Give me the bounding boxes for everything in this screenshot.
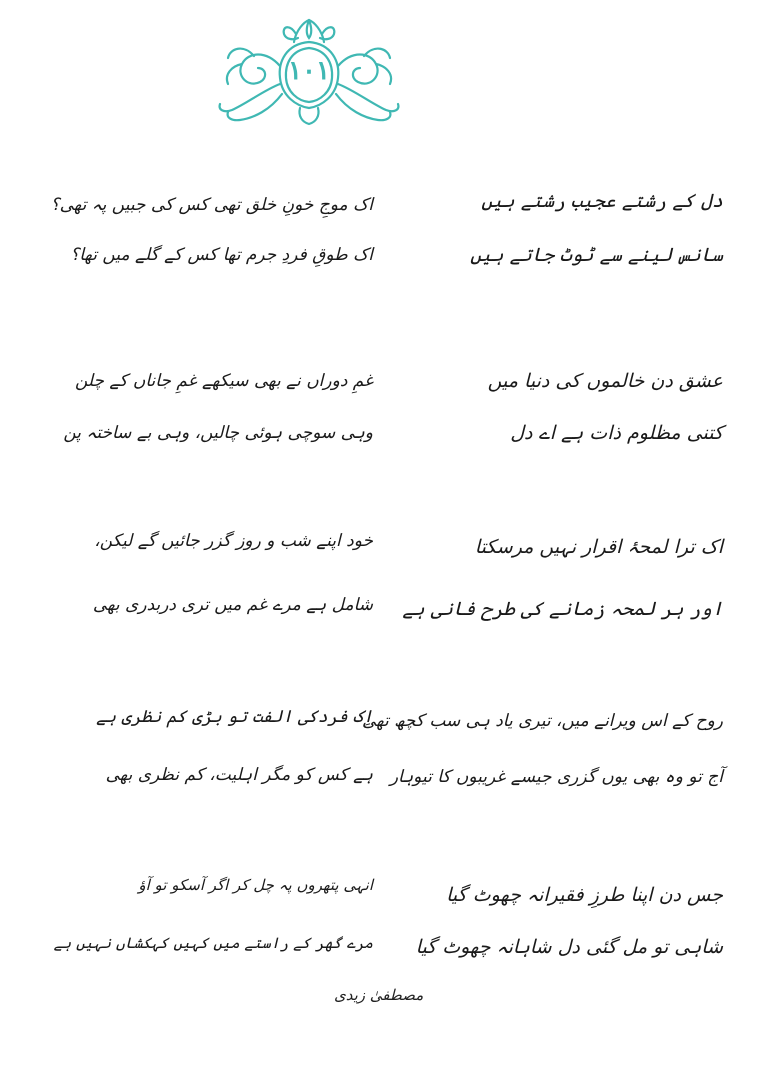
verse-line: خود اپنے شب و روز گزر جائیں گے لیکن،	[94, 531, 373, 551]
verse-line: عشق دن خالموں کی دنیا میں	[487, 370, 723, 392]
page-number-ornament	[214, 14, 404, 126]
verse-line: کتنی مظلوم ذات ہے اے دل	[510, 422, 723, 444]
verse-line: شاہی تو مل گئی دل شاہانہ چھوٹ گیا	[415, 936, 723, 958]
verse-line: شامل ہے مرے غم میں تری دربدری بھی	[92, 595, 373, 615]
signature: مصطفیٰ زیدی	[334, 986, 424, 1004]
verse-line: اِک فردکی الفت تو بڑی کم نظری ہے	[96, 707, 373, 727]
page-number: ١٠١	[288, 56, 330, 86]
verse-line: اک موجِ خونِ خلق تھی کس کی جبیں پہ تھی؟	[50, 195, 373, 215]
verse-line: انہی پتھروں پہ چل کر اگر آسکو تو آؤ	[138, 876, 373, 894]
verse-line: ہے کس کو مگر اہلیت، کم نظری بھی	[105, 765, 373, 785]
verse-line: جس دن اپنا طرزِ فقیرانہ چھوٹ گیا	[446, 884, 723, 906]
verse-line: آج تو وہ بھی یوں گزری جیسے غریبوں کا تیوہار	[389, 767, 723, 787]
verse-line: روح کے اس ویرانے میں، تیری یاد ہی سب کچھ تھی	[361, 711, 723, 731]
verse-line: دل کے رشتے عجیب رشتے ہیں	[481, 190, 723, 212]
verse-line: اک ترا لمحۂ اقرار نہیں مرسکتا	[474, 536, 723, 558]
verse-line: اور ہر لمحہ زمانے کی طرح فانی ہے	[402, 598, 723, 620]
verse-line: وہی سوچی ہوئی چالیں، وہی بے ساختہ پن	[63, 423, 373, 443]
verse-line: غمِ دوراں نے بھی سیکھے غمِ جاناں کے چلن	[74, 371, 373, 391]
verse-line: اک طوقِ فردِ جرم تھا کس کے گلے میں تھا؟	[70, 245, 373, 265]
verse-line: سانس لینے سے ٹوٹ جاتے ہیں	[470, 244, 723, 266]
verse-line: مرے گھر کے راستے میں کہیں کہکشاں نہیں ہے	[53, 934, 373, 952]
